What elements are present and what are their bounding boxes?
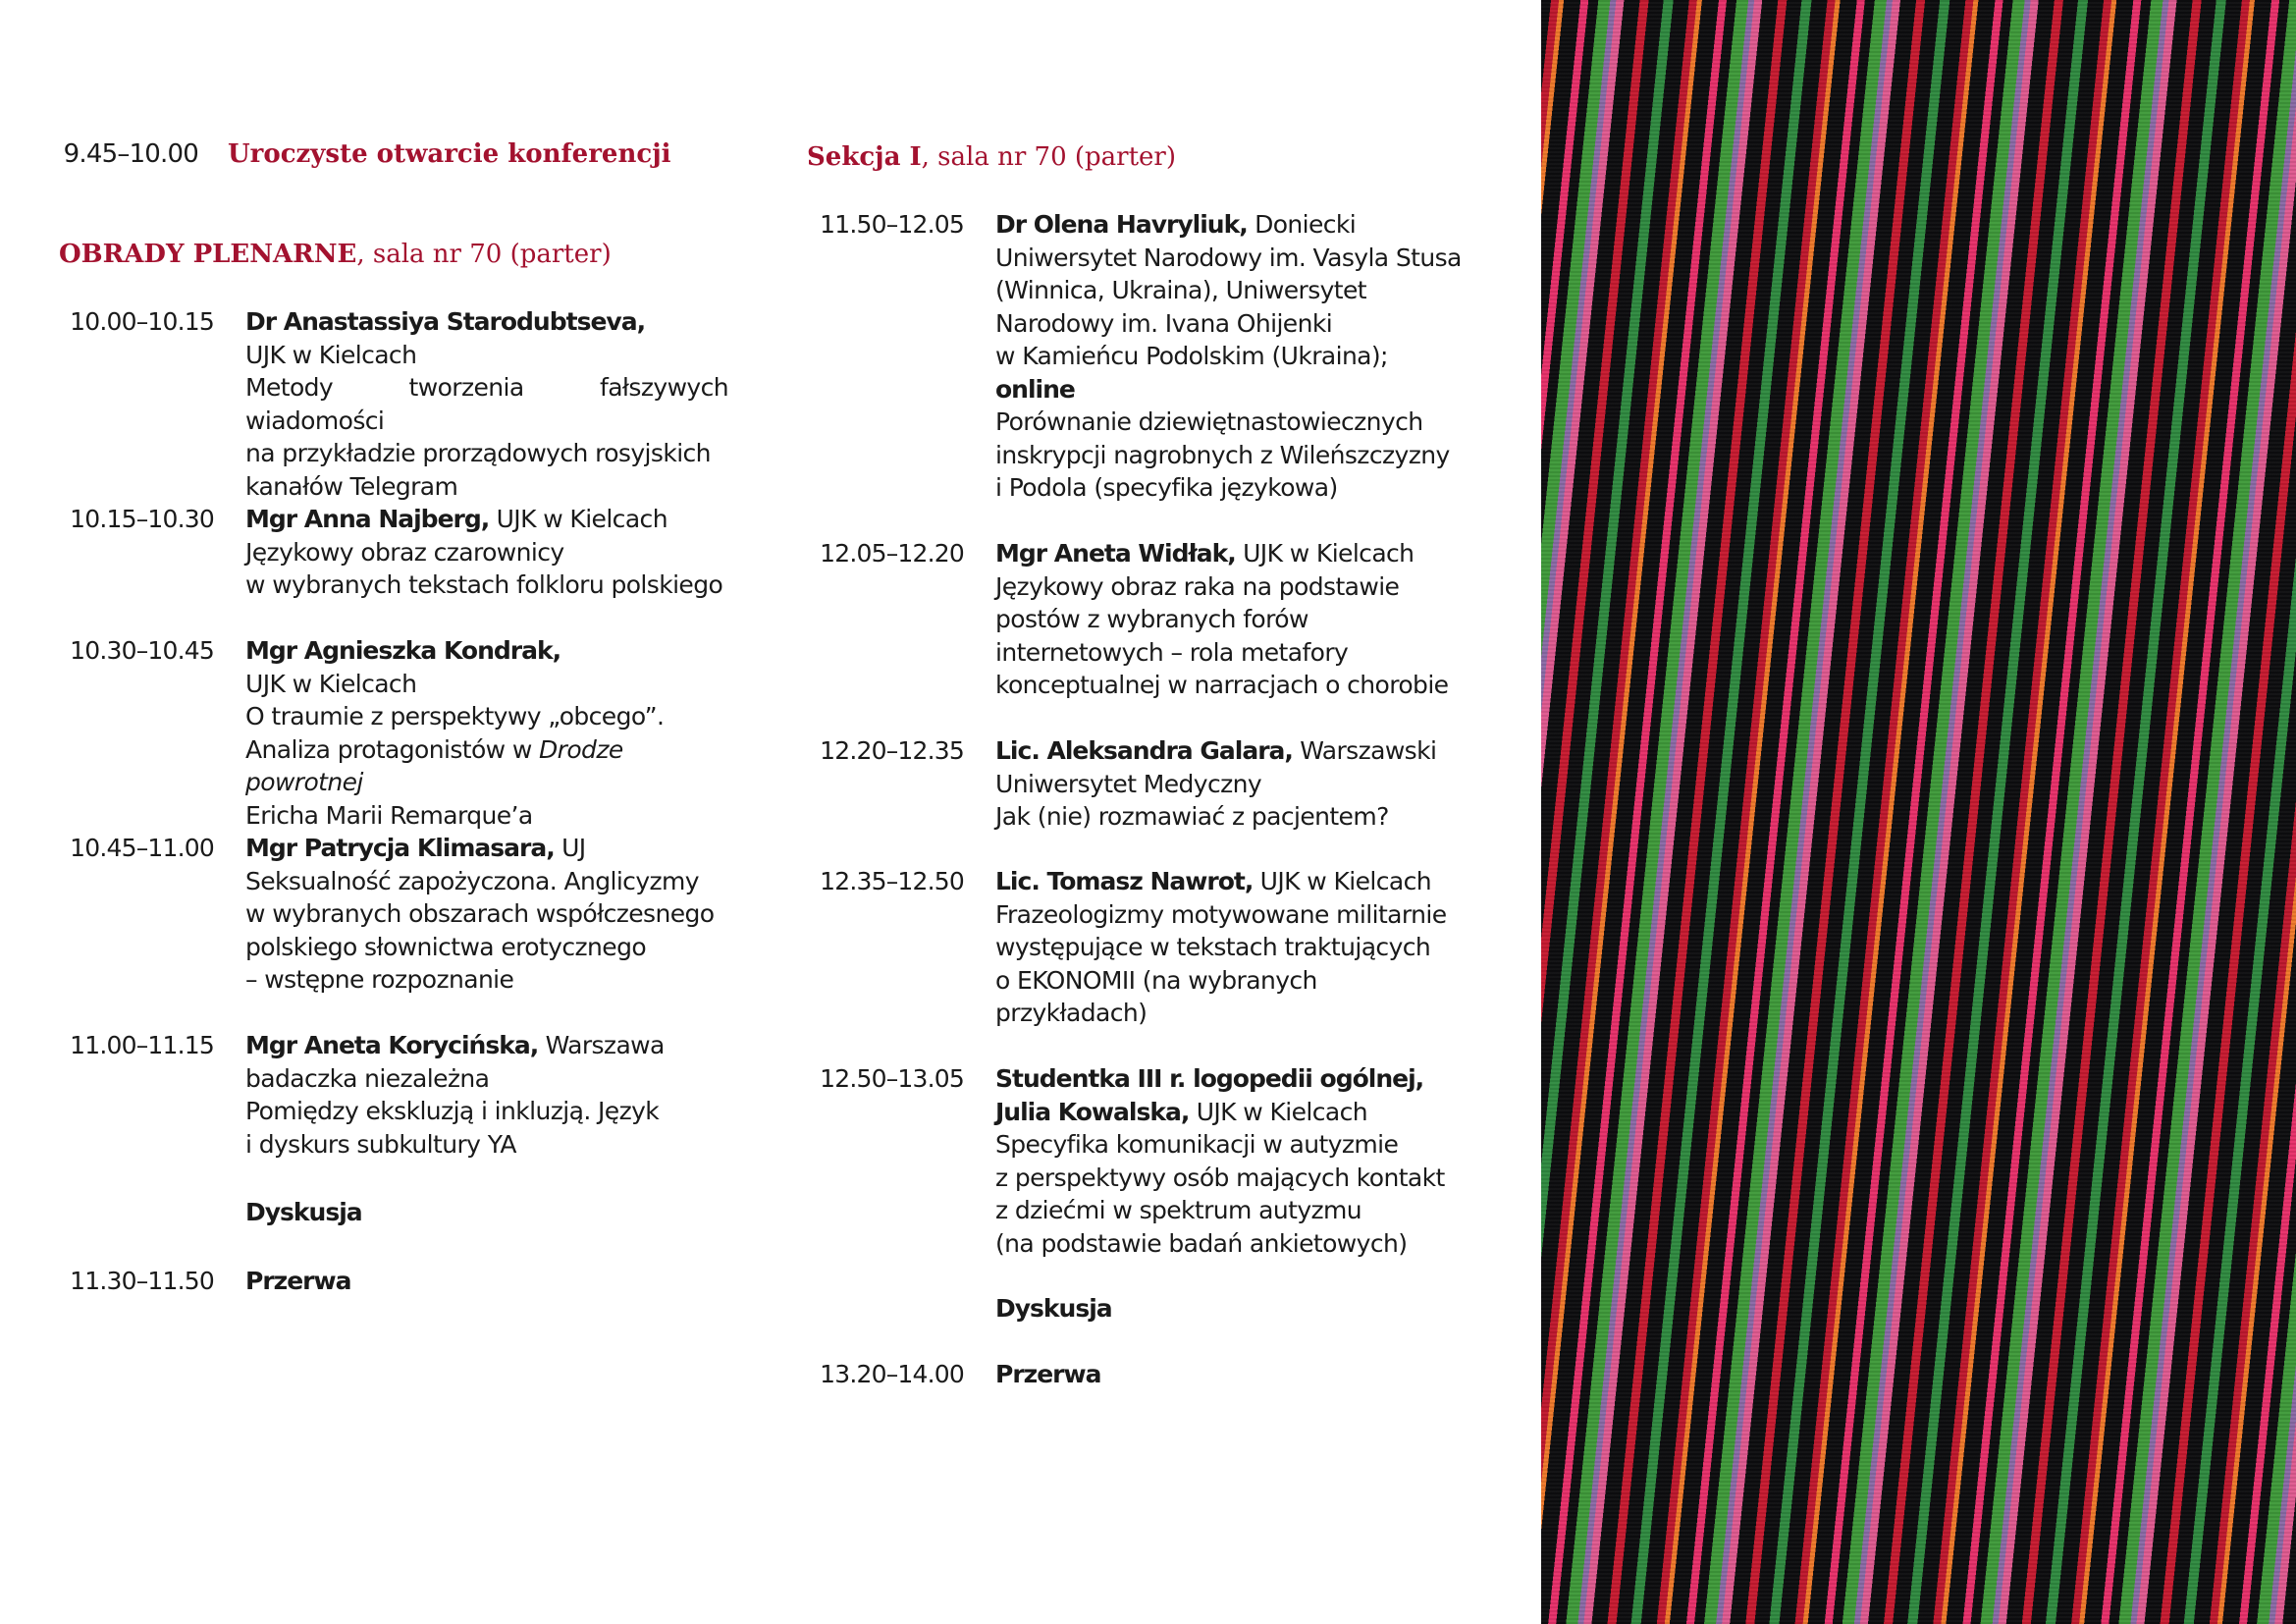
affiliation: UJK w Kielcach — [489, 505, 667, 533]
online-label: online — [995, 374, 1075, 404]
entry-body — [995, 865, 1486, 1030]
entry-time: 11.00–11.15 — [70, 1031, 214, 1059]
speaker-name: Mgr Anna Najberg, — [245, 505, 490, 533]
affiliation: Doniecki — [1247, 210, 1357, 239]
talk-title-line: Seksualność zapożyczona. Anglicyzmy — [245, 866, 699, 895]
talk-title-line: na przykładzie prorządowych rosyjskich — [245, 439, 711, 467]
talk-title-line: Specyfika komunikacji w autyzmie — [995, 1130, 1399, 1159]
speaker-name: Mgr Aneta Widłak, — [995, 539, 1236, 568]
speaker-name: Lic. Aleksandra Galara, — [995, 736, 1293, 765]
discussion-label: Dyskusja — [245, 1198, 362, 1226]
affiliation: Warszawa — [538, 1031, 665, 1059]
speaker-name: Mgr Agnieszka Kondrak, — [245, 636, 561, 665]
program-entry — [0, 503, 728, 602]
affiliation: (Winnica, Ukraina), Uniwersytet — [995, 276, 1366, 304]
entry-time: 12.50–13.05 — [820, 1064, 964, 1093]
talk-title-line: z perspektywy osób mających kontakt — [995, 1163, 1445, 1192]
talk-title-line: Metody tworzenia fałszywych wiadomości — [245, 373, 728, 435]
talk-title-line: występujące w tekstach traktujących — [995, 933, 1431, 961]
talk-title-line: postów z wybranych forów — [995, 605, 1308, 633]
speaker-role: Studentka III r. logopedii ogólnej, — [995, 1064, 1424, 1093]
speaker-name: Dr Olena Havryliuk, — [995, 210, 1248, 239]
break-time: 11.30–11.50 — [70, 1267, 214, 1295]
entry-time: 11.50–12.05 — [820, 210, 964, 239]
striped-fabric-photo — [1541, 0, 2296, 1624]
break-time: 13.20–14.00 — [820, 1360, 964, 1388]
affiliation: Narodowy im. Ivana Ohijenki — [995, 308, 1333, 338]
affiliation: UJ — [554, 834, 586, 862]
talk-title-line: przykładach) — [995, 999, 1148, 1027]
talk-title-line: i Podola (specyfika językowa) — [995, 473, 1338, 502]
section-heading — [807, 142, 1176, 172]
break-label: Przerwa — [995, 1360, 1101, 1388]
program-entry — [785, 208, 1486, 505]
program-entry — [785, 1062, 1486, 1260]
talk-title-line: O traumie z perspektywy „obcego”. — [245, 702, 665, 731]
affiliation: Uniwersytet Medyczny — [995, 769, 1262, 798]
affiliation: w Kamieńcu Podolskim (Ukraina); — [995, 342, 1388, 370]
talk-title-line: inskrypcji nagrobnych z Wileńszczyzny — [995, 440, 1450, 469]
plenary-heading-rest: , sala nr 70 (parter) — [356, 240, 612, 269]
talk-title-line: o EKONOMII (na wybranych — [995, 965, 1317, 995]
opening-time: 9.45–10.00 — [63, 139, 198, 169]
talk-title-line: polskiego słownictwa erotycznego — [245, 932, 647, 961]
program-entry — [785, 734, 1486, 834]
entry-body — [995, 208, 1486, 505]
entry-time: 12.20–12.35 — [820, 736, 964, 765]
section-heading-rest: , sala nr 70 (parter) — [921, 142, 1177, 172]
talk-title-line: (na podstawie badań ankietowych) — [995, 1228, 1408, 1258]
discussion-label: Dyskusja — [995, 1294, 1112, 1323]
talk-title-line: Jak (nie) rozmawiać z pacjentem? — [995, 802, 1389, 831]
entry-body — [995, 1062, 1486, 1260]
talk-title-line: Frazeologizmy motywowane militarnie — [995, 899, 1447, 929]
talk-title-line: kanałów Telegram — [245, 471, 458, 501]
entry-body — [245, 305, 728, 503]
book-title: Drodze powrotnej — [245, 734, 623, 796]
entry-body — [245, 634, 728, 832]
program-entry — [0, 832, 728, 997]
opening-row — [0, 137, 670, 171]
talk-title-line: Językowy obraz raka na podstawie — [995, 571, 1400, 601]
speaker-name: Lic. Tomasz Nawrot, — [995, 867, 1254, 895]
affiliation: badaczka niezależna — [245, 1063, 490, 1093]
entry-body — [995, 734, 1486, 834]
entry-time: 10.00–10.15 — [70, 307, 214, 336]
talk-title-line: Porównanie dziewiętnastowiecznych — [995, 407, 1423, 436]
affiliation: UJK w Kielcach — [245, 669, 417, 698]
affiliation: UJK w Kielcach — [245, 340, 417, 369]
affiliation: UJK w Kielcach — [1235, 539, 1415, 568]
program-entry — [0, 305, 728, 503]
speaker-name: Julia Kowalska, — [995, 1097, 1190, 1126]
talk-title-line: Analiza protagonistów w — [245, 734, 540, 764]
entry-time: 10.15–10.30 — [70, 505, 214, 533]
speaker-name: Mgr Aneta Korycińska, — [245, 1031, 539, 1059]
entry-body — [245, 503, 728, 602]
opening-title: Uroczyste otwarcie konferencji — [228, 139, 671, 169]
talk-title-line: Pomiędzy ekskluzją i inkluzją. Język — [245, 1097, 660, 1125]
break-label: Przerwa — [245, 1267, 351, 1295]
talk-title-line: Ericha Marii Remarque’a — [245, 800, 533, 830]
plenary-heading-bold: OBRADY PLENARNE — [59, 240, 357, 269]
program-entry — [785, 537, 1486, 702]
talk-title-line: z dziećmi w spektrum autyzmu — [995, 1196, 1362, 1224]
talk-title-line: Językowy obraz czarownicy — [245, 537, 564, 567]
talk-title-line: i dyskurs subkultury YA — [245, 1129, 516, 1159]
entry-time: 12.35–12.50 — [820, 867, 964, 895]
talk-title-line: konceptualnej w narracjach o chorobie — [995, 671, 1449, 699]
entry-body — [245, 1029, 728, 1161]
program-entry — [785, 865, 1486, 1030]
affiliation: UJK w Kielcach — [1253, 867, 1432, 895]
program-entry — [0, 634, 728, 832]
talk-title-line: internetowych – rola metafory — [995, 637, 1349, 667]
break-row — [785, 1358, 1100, 1391]
affiliation: Uniwersytet Narodowy im. Vasyla Stusa — [995, 243, 1462, 272]
affiliation: Warszawski — [1292, 736, 1437, 765]
entry-body — [245, 832, 728, 997]
affiliation: UJK w Kielcach — [1189, 1097, 1368, 1126]
speaker-name: Dr Anastassiya Starodubtseva, — [245, 307, 646, 336]
talk-title-line: w wybranych tekstach folkloru polskiego — [245, 570, 723, 599]
break-row — [0, 1265, 350, 1298]
entry-time: 10.30–10.45 — [70, 636, 214, 665]
program-entry — [0, 1029, 728, 1161]
talk-title-line: w wybranych obszarach współczesnego — [245, 899, 715, 928]
plenary-heading — [59, 240, 612, 269]
talk-title-line: – wstępne rozpoznanie — [245, 965, 514, 994]
entry-time: 12.05–12.20 — [820, 539, 964, 568]
speaker-name: Mgr Patrycja Klimasara, — [245, 834, 555, 862]
entry-time: 10.45–11.00 — [70, 834, 214, 862]
section-heading-bold: Sekcja I — [807, 142, 922, 172]
entry-body — [995, 537, 1486, 702]
